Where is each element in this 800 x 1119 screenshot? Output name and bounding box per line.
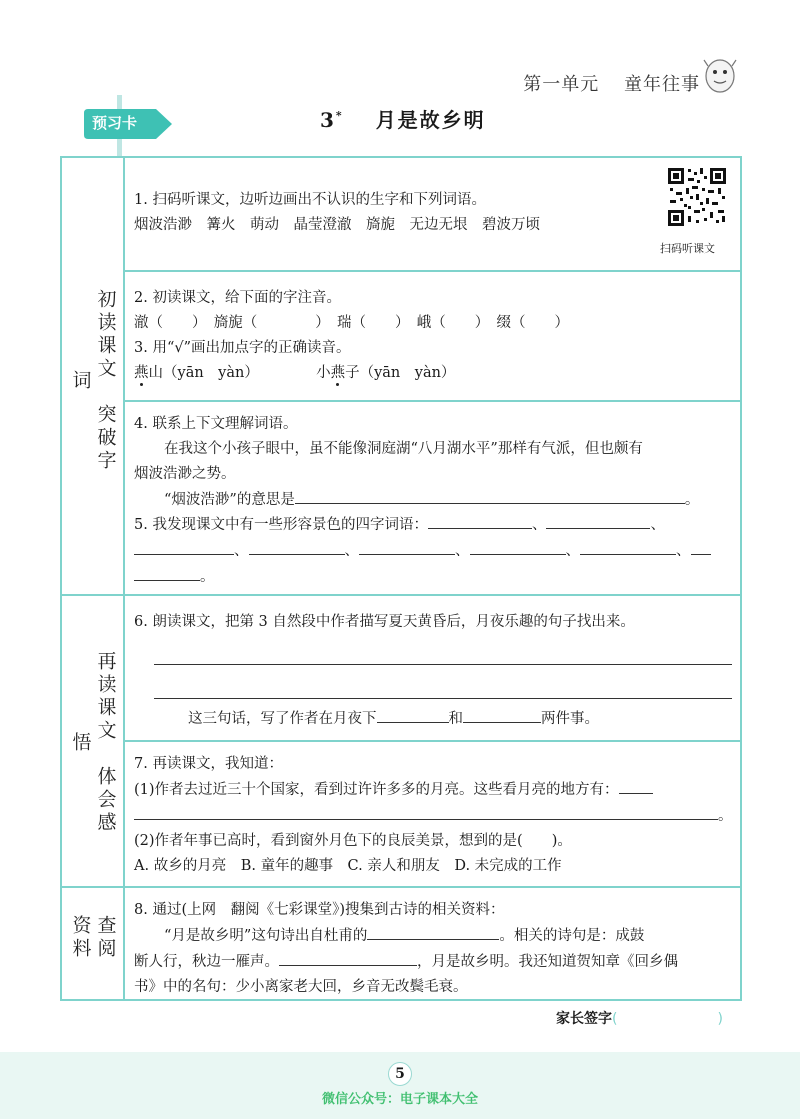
section-label-second-reading — [62, 648, 123, 838]
answer-line[interactable] — [154, 664, 732, 665]
lesson-number: 3 — [320, 108, 334, 132]
lesson-name: 月是故乡明 — [375, 108, 486, 132]
answer-line[interactable] — [154, 698, 732, 699]
question-7-part-1: (1)作者去过近三十个国家，看到过许许多多的月亮。这些看月亮的地方有： — [134, 782, 619, 798]
section-label-research — [62, 908, 123, 968]
answer-blank[interactable] — [134, 803, 718, 820]
dotted-char: 燕 — [330, 365, 346, 381]
lesson-mark: * — [335, 109, 342, 123]
question-5-text: 5. 我发现课文中有一些形容景色的四字词语： — [134, 517, 428, 533]
preview-tag: 预习卡 — [92, 114, 138, 132]
section-label-text: 查阅资料 — [69, 915, 117, 961]
answer-blank[interactable] — [470, 538, 566, 555]
answer-blank[interactable] — [691, 538, 711, 555]
section-label-a: 再读课文 — [94, 651, 117, 743]
question-6 — [134, 610, 635, 635]
separator: 、 — [531, 517, 547, 533]
separator: 、 — [650, 517, 665, 533]
question-5 — [134, 512, 711, 590]
question-7-options: A. 故乡的月亮 B. 童年的趣事 C. 亲人和朋友 D. 未完成的工作 — [134, 858, 562, 874]
section-label-a: 初读课文 — [94, 289, 117, 381]
unit-header — [505, 70, 700, 96]
answer-blank[interactable] — [295, 487, 685, 504]
unit-label: 第一单元 — [523, 74, 600, 95]
question-6-text: 6. 朗读课文，把第 3 自然段中作者描写夏天黄昏后，月夜乐趣的句子找出来。 — [134, 614, 635, 630]
question-1 — [134, 188, 540, 238]
question-3 — [134, 336, 455, 386]
question-4-passage: 在我这个小孩子眼中，虽不能像洞庭湖“八月湖水平”那样有气派，但也颇有 — [164, 441, 643, 457]
question-7-text: 7. 再读课文，我知道： — [134, 756, 283, 772]
question-8-text: 8. 通过(上网 翻阅《七彩课堂》)搜集到古诗的相关资料： — [134, 902, 505, 918]
question-2-items: 澈（ ） 旖旎（ ） 瑞（ ） 峨（ ） 缀（ ） — [134, 315, 569, 331]
question-7-part-2: (2)作者年事已高时，看到窗外月色下的良辰美景，想到的是( )。 — [134, 833, 572, 849]
answer-blank[interactable] — [134, 564, 200, 581]
signature-open: ( — [612, 1011, 618, 1027]
answer-blank[interactable] — [367, 923, 499, 940]
row-divider — [124, 400, 742, 402]
separator: 、 — [455, 543, 470, 559]
conjunction: 和 — [448, 711, 463, 727]
row-divider — [124, 886, 742, 888]
question-6-summary — [188, 706, 599, 732]
separator: 、 — [565, 543, 580, 559]
separator: 、 — [344, 543, 359, 559]
answer-blank[interactable] — [580, 538, 676, 555]
row-divider — [124, 740, 742, 742]
mascot-icon — [702, 56, 738, 96]
separator: 、 — [676, 543, 691, 559]
answer-blank[interactable] — [377, 706, 449, 723]
question-4 — [134, 412, 699, 513]
question-8-poem: 断人行，秋边一雁声。 — [134, 954, 279, 970]
answer-blank[interactable] — [249, 538, 345, 555]
section-label-b: 体会感悟 — [69, 731, 117, 835]
option-b-reading: 子（yān yàn） — [345, 365, 456, 381]
lesson-title — [320, 104, 486, 133]
punctuation: 。 — [200, 569, 215, 585]
section-column — [62, 158, 125, 999]
answer-blank[interactable] — [134, 538, 234, 555]
question-7 — [134, 752, 733, 879]
answer-blank[interactable] — [428, 512, 532, 529]
question-8-poem-cont: ，月是故乡明。我还知道贺知章《回乡偶 — [417, 954, 678, 970]
wechat-watermark: 微信公众号：电子课本大全 — [321, 1092, 478, 1107]
worksheet-frame — [60, 156, 742, 1001]
row-divider — [124, 270, 742, 272]
question-2-text: 2. 初读课文，给下面的字注音。 — [134, 290, 341, 306]
answer-blank[interactable] — [279, 949, 417, 966]
page-number: 5 — [388, 1062, 412, 1086]
question-6-prompt: 这三句话，写了作者在月夜下 — [188, 711, 377, 727]
question-3-options — [134, 361, 455, 386]
question-8-prompt: “月是故乡明”这句诗出自杜甫的 — [164, 928, 368, 944]
signature-close: ) — [717, 1011, 723, 1027]
question-6-prompt-end: 两件事。 — [541, 711, 599, 727]
punctuation: 。 — [684, 492, 700, 508]
question-8 — [134, 898, 678, 1000]
section-divider — [62, 594, 125, 596]
question-1-words: 烟波浩渺 篝火 萌动 晶莹澄澈 旖旎 无边无垠 碧波万顷 — [134, 217, 540, 233]
question-2 — [134, 286, 569, 336]
option-b-pre: 小 — [316, 365, 331, 381]
signature-label: 家长签字 — [556, 1011, 612, 1027]
question-4-prompt: “烟波浩渺”的意思是 — [164, 492, 295, 508]
parent-signature — [556, 1008, 723, 1028]
question-3-text: 3. 用“√”画出加点字的正确读音。 — [134, 340, 351, 356]
question-8-prompt-cont: 。相关的诗句是：成鼓 — [499, 928, 645, 944]
qr-caption: 扫码听课文 — [660, 242, 715, 255]
question-1-text: 1. 扫码听课文，边听边画出不认识的生字和下列词语。 — [134, 192, 486, 208]
separator: 、 — [234, 543, 249, 559]
answer-blank[interactable] — [359, 538, 455, 555]
dotted-char: 燕 — [134, 365, 149, 381]
unit-theme: 童年往事 — [624, 74, 700, 95]
option-a-reading: 山（yān yàn） — [148, 365, 259, 381]
punctuation: 。 — [718, 808, 733, 824]
question-8-quote: 书》中的名句：少小离家老大回，乡音无改鬓毛衰。 — [134, 979, 468, 995]
section-label-b: 突破字词 — [69, 369, 117, 473]
row-divider — [124, 594, 742, 596]
section-label-first-reading — [62, 286, 123, 476]
answer-blank[interactable] — [619, 777, 653, 794]
answer-blank[interactable] — [546, 512, 650, 529]
answer-blank[interactable] — [463, 706, 541, 723]
question-4-passage-end: 烟波浩渺之势。 — [134, 466, 236, 482]
section-divider — [62, 886, 125, 888]
qr-code-icon[interactable] — [666, 166, 728, 228]
question-4-text: 4. 联系上下文理解词语。 — [134, 416, 298, 432]
